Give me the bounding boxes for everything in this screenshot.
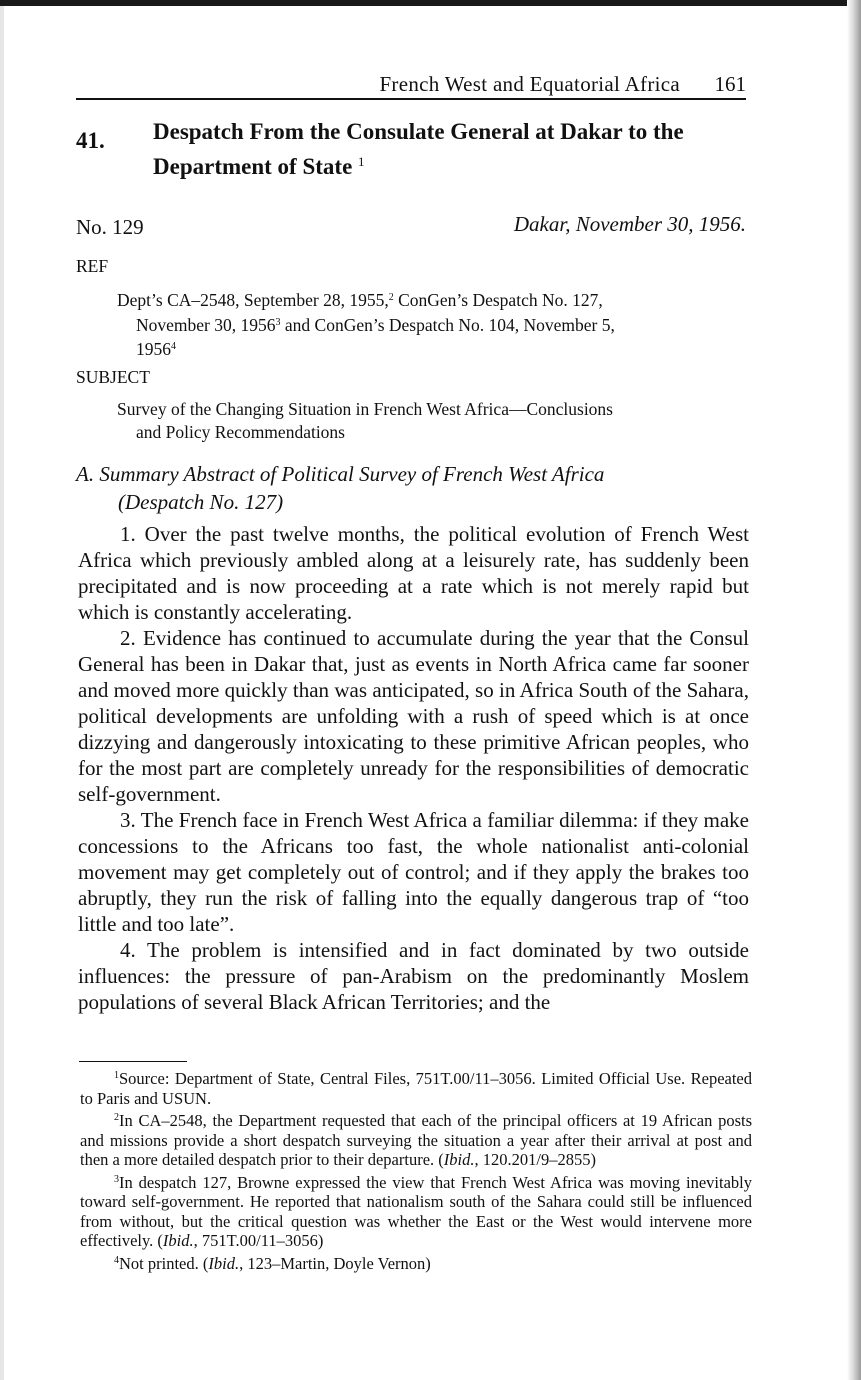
footnote-4-ibid: Ibid. (208, 1253, 240, 1273)
footnote-3-ibid: Ibid. (162, 1231, 194, 1250)
footnote-3 (80, 1170, 752, 1251)
document-title-text: Despatch From the Consulate General at Dakar to the Department of State (153, 119, 684, 179)
footnote-2-ibid: Ibid. (443, 1150, 475, 1169)
section-heading-line-2: (Despatch No. 127) (118, 490, 284, 514)
footnote-4 (80, 1251, 752, 1274)
ref-text (117, 287, 697, 361)
footnote-2-mark: 2 (114, 1112, 119, 1123)
document-title (153, 117, 753, 182)
ref-line-2 (117, 312, 697, 337)
body-text (78, 521, 749, 1015)
paragraph-4: 4. The problem is intensified and in fact dominated by two outside influences: the pressure of pan-Arabism on the predominantly Moslem populations of several Black African Territories; and the (78, 938, 749, 1014)
footnote-rule (79, 1061, 187, 1062)
subject-line-2: and Policy Recommendations (136, 421, 345, 442)
ref-text-d: and ConGen’s Despatch No. 104, November 5, (280, 314, 615, 335)
place-date: Dakar, November 30, 1956. (513, 212, 746, 236)
footnote-2-tail: , 120.201/9–2855) (474, 1150, 596, 1169)
footnote-1 (80, 1066, 752, 1108)
footnotes (80, 1066, 752, 1273)
footnote-2 (80, 1108, 752, 1170)
page-number: 161 (714, 72, 746, 96)
footnote-3-tail: , 751T.00/11–3056) (193, 1231, 324, 1250)
scan-right-edge (847, 0, 861, 1380)
paragraph-1: 1. Over the past twelve months, the political evolution of French West Africa which previously ambled along at a leisurely rate, has suddenly been precipitated and is now proceeding at a rate which is not merely rapid but which is constantly accelerating. (78, 522, 749, 624)
footnote-1-mark: 1 (114, 1070, 119, 1081)
despatch-number: No. 129 (76, 215, 144, 239)
ref-text-b: ConGen’s Despatch No. 127, (393, 290, 603, 310)
running-head (76, 70, 746, 100)
scan-top-border (0, 0, 861, 6)
footnote-4-tail: , 123–Martin, Doyle Vernon) (239, 1253, 431, 1273)
subject-text (117, 398, 697, 443)
section-heading-line-1: A. Summary Abstract of Political Survey of French West Africa (76, 462, 605, 486)
running-head-title: French West and Equatorial Africa (379, 72, 680, 96)
footnote-ref-4: 4 (171, 341, 176, 352)
subject-line-1: Survey of the Changing Situation in French West Africa—Conclusions (117, 399, 613, 419)
section-heading (76, 460, 756, 516)
footnote-4-text: Not printed. ( (119, 1253, 209, 1273)
paragraph-2: 2. Evidence has continued to accumulate during the year that the Consul General has been in Dakar that, just as events in North Africa came far sooner and moved more quickly than was anticipated, so in Africa South of the Sahara, political developments are unfolding with a rush of speed which is at once dizzying and dangerously intoxicating to these primitive African peoples, who for the most part are completely unready for the responsibilities of democratic self-government. (78, 626, 749, 806)
ref-text-c: November 30, 1956 (136, 314, 276, 335)
document-number: 41. (76, 128, 105, 153)
footnote-3-text: In despatch 127, Browne expressed the view that French West Africa was moving inevitably toward self-government. He reported that nationalism south of the Sahara could still be influenced from without, but the critical question was whether the East or the West would intervene more effectively. ( (80, 1172, 752, 1250)
footnote-ref-1: 1 (358, 154, 365, 169)
footnote-4-mark: 4 (114, 1254, 119, 1266)
ref-line-1 (117, 287, 697, 312)
ref-text-a: Dept’s CA–2548, September 28, 1955, (117, 290, 389, 310)
scan-left-edge (0, 6, 4, 1380)
ref-text-e: 1956 (136, 339, 171, 359)
footnote-1-text: Source: Department of State, Central Files, 751T.00/11–3056. Limited Official Use. Repeated to Paris and USUN. (80, 1069, 752, 1108)
subject-label: SUBJECT (76, 367, 150, 387)
footnote-2-text: In CA–2548, the Department requested that each of the principal officers at 19 African posts and missions provide a short despatch surveying the situation a year after their arrival at post and then a more detailed despatch prior to their departure. ( (80, 1111, 752, 1169)
footnote-3-mark: 3 (114, 1173, 119, 1185)
footnote-ref-3: 3 (275, 316, 281, 328)
ref-label: REF (76, 256, 109, 276)
paragraph-3: 3. The French face in French West Africa a familiar dilemma: if they make concessions to the Africans too fast, the whole nationalist anti-colonial movement may get completely out of control; and if they apply the brakes too abruptly, they run the risk of falling into the equally dangerous trap of “too little and too late”. (78, 808, 749, 936)
footnote-ref-2: 2 (388, 292, 394, 303)
ref-line-3 (117, 336, 697, 361)
